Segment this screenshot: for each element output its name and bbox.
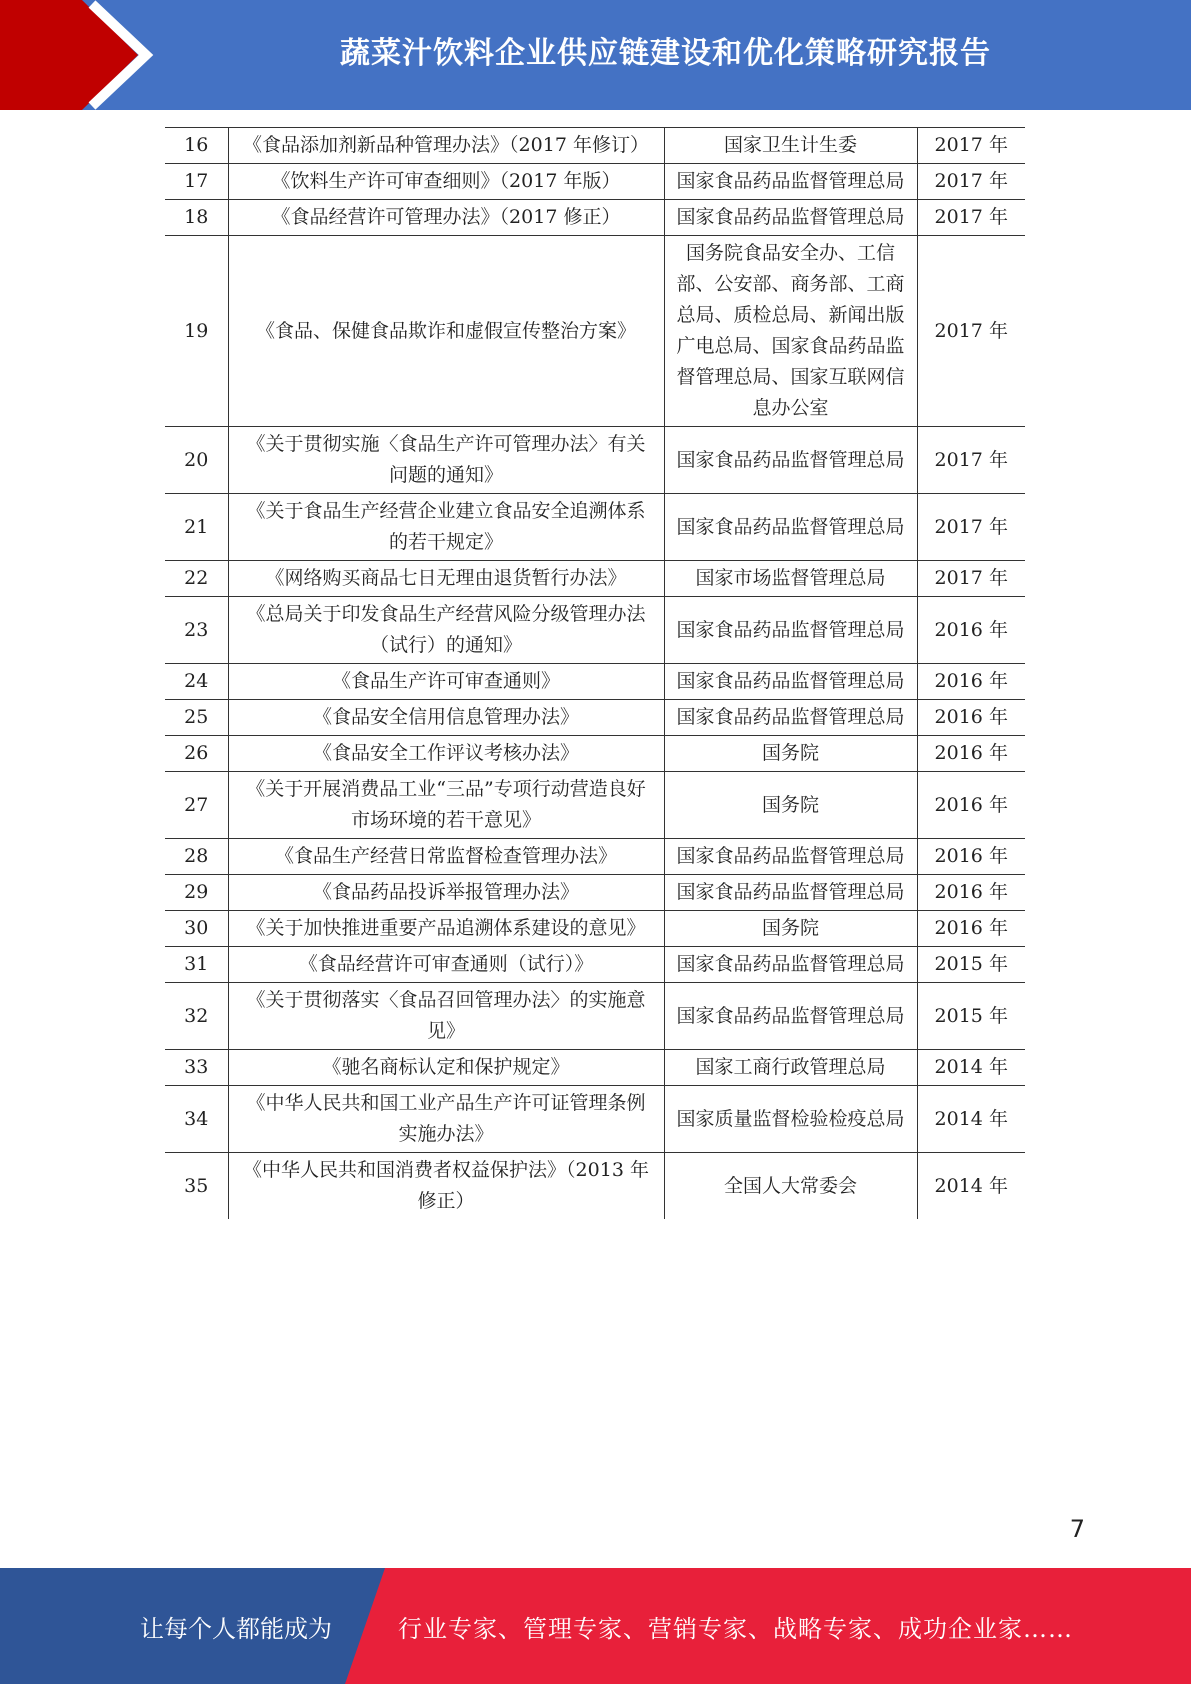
regulation-name-cell-text: 《网络购买商品七日无理由退货暂行办法》 <box>265 567 627 589</box>
page-header <box>0 0 1191 110</box>
year-cell <box>917 664 1025 700</box>
issuing-authority-cell <box>664 947 917 983</box>
issuing-authority-cell <box>664 427 917 494</box>
issuing-authority-cell-text: 国家食品药品监督管理总局 <box>676 706 905 728</box>
year-cell-text: 2016 年 <box>934 706 1008 728</box>
table-row <box>165 947 1025 983</box>
row-number-cell <box>165 911 228 947</box>
row-number-cell <box>165 200 228 236</box>
page-footer <box>0 1568 1191 1684</box>
regulation-name-cell <box>228 700 664 736</box>
row-number-cell <box>165 947 228 983</box>
issuing-authority-cell <box>664 664 917 700</box>
row-number-cell <box>165 664 228 700</box>
row-number-cell <box>165 983 228 1050</box>
issuing-authority-cell <box>664 236 917 427</box>
row-number-cell <box>165 494 228 561</box>
regulation-name-cell <box>228 772 664 839</box>
table-row <box>165 1153 1025 1220</box>
regulation-name-cell <box>228 839 664 875</box>
footer-slogan-right: 行业专家、管理专家、营销专家、战略专家、成功企业家…… <box>398 1614 1073 1643</box>
table-row <box>165 875 1025 911</box>
table-row <box>165 700 1025 736</box>
issuing-authority-cell <box>664 911 917 947</box>
year-cell <box>917 736 1025 772</box>
regulation-name-cell <box>228 494 664 561</box>
year-cell-text: 2015 年 <box>934 953 1008 975</box>
regulation-name-cell-text: 《食品、保健食品欺诈和虚假宣传整治方案》 <box>255 319 636 342</box>
year-cell-text: 2017 年 <box>934 567 1008 589</box>
row-number-cell-text: 27 <box>184 793 209 816</box>
issuing-authority-cell-text: 国家食品药品监督管理总局 <box>676 845 905 867</box>
row-number-cell-text: 22 <box>184 567 209 589</box>
year-cell <box>917 1086 1025 1153</box>
table-row <box>165 236 1025 427</box>
regulation-name-cell-text: 《关于贯彻落实〈食品召回管理办法〉的实施意见》 <box>246 989 646 1042</box>
table-row <box>165 772 1025 839</box>
year-cell-text: 2014 年 <box>934 1056 1008 1078</box>
row-number-cell-text: 25 <box>184 706 209 728</box>
row-number-cell <box>165 1086 228 1153</box>
year-cell <box>917 772 1025 839</box>
table-row <box>165 164 1025 200</box>
issuing-authority-cell-text: 国家工商行政管理总局 <box>695 1056 886 1078</box>
issuing-authority-cell <box>664 1050 917 1086</box>
table-row <box>165 427 1025 494</box>
table-row <box>165 983 1025 1050</box>
regulation-name-cell <box>228 200 664 236</box>
year-cell-text: 2017 年 <box>934 134 1008 156</box>
row-number-cell <box>165 427 228 494</box>
issuing-authority-cell-text: 国务院食品安全办、工信部、公安部、商务部、工商总局、质检总局、新闻出版广电总局、国家食品药品监督管理总局、国家互联网信息办公室 <box>676 242 905 419</box>
issuing-authority-cell <box>664 1153 917 1220</box>
regulations-table-container <box>165 127 1025 1219</box>
regulation-name-cell <box>228 911 664 947</box>
issuing-authority-cell-text: 国家食品药品监督管理总局 <box>676 881 905 903</box>
issuing-authority-cell-text: 国家食品药品监督管理总局 <box>676 448 905 471</box>
year-cell-text: 2016 年 <box>934 618 1008 641</box>
year-cell <box>917 1153 1025 1220</box>
row-number-cell-text: 20 <box>184 448 209 471</box>
report-title: 蔬菜汁饮料企业供应链建设和优化策略研究报告 <box>340 36 991 71</box>
year-cell-text: 2015 年 <box>934 1004 1008 1027</box>
year-cell-text: 2017 年 <box>934 448 1008 471</box>
issuing-authority-cell-text: 国务院 <box>761 742 819 764</box>
regulation-name-cell-text: 《关于开展消费品工业“三品”专项行动营造良好市场环境的若干意见》 <box>246 778 646 831</box>
row-number-cell-text: 24 <box>184 670 209 692</box>
regulation-name-cell <box>228 983 664 1050</box>
year-cell <box>917 700 1025 736</box>
year-cell-text: 2016 年 <box>934 881 1008 903</box>
year-cell <box>917 839 1025 875</box>
issuing-authority-cell-text: 国务院 <box>761 917 819 939</box>
regulation-name-cell <box>228 875 664 911</box>
year-cell-text: 2017 年 <box>934 319 1008 342</box>
year-cell-text: 2016 年 <box>934 917 1008 939</box>
row-number-cell <box>165 839 228 875</box>
row-number-cell-text: 29 <box>184 881 209 903</box>
table-row <box>165 1050 1025 1086</box>
table-row <box>165 839 1025 875</box>
row-number-cell <box>165 1050 228 1086</box>
regulation-name-cell <box>228 736 664 772</box>
issuing-authority-cell <box>664 494 917 561</box>
row-number-cell <box>165 700 228 736</box>
year-cell <box>917 128 1025 164</box>
year-cell-text: 2014 年 <box>934 1107 1008 1130</box>
row-number-cell <box>165 164 228 200</box>
table-row <box>165 911 1025 947</box>
issuing-authority-cell-text: 国家食品药品监督管理总局 <box>676 618 905 641</box>
year-cell <box>917 1050 1025 1086</box>
row-number-cell <box>165 1153 228 1220</box>
issuing-authority-cell <box>664 128 917 164</box>
year-cell-text: 2017 年 <box>934 206 1008 228</box>
table-row <box>165 597 1025 664</box>
table-row <box>165 561 1025 597</box>
year-cell <box>917 911 1025 947</box>
regulation-name-cell-text: 《关于加快推进重要产品追溯体系建设的意见》 <box>246 917 646 939</box>
regulation-name-cell <box>228 427 664 494</box>
year-cell <box>917 200 1025 236</box>
year-cell-text: 2016 年 <box>934 793 1008 816</box>
issuing-authority-cell-text: 国家食品药品监督管理总局 <box>676 670 905 692</box>
issuing-authority-cell <box>664 164 917 200</box>
row-number-cell <box>165 561 228 597</box>
year-cell <box>917 561 1025 597</box>
regulation-name-cell <box>228 947 664 983</box>
row-number-cell-text: 35 <box>184 1174 209 1197</box>
row-number-cell-text: 23 <box>184 618 209 641</box>
row-number-cell-text: 30 <box>184 917 209 939</box>
table-row <box>165 494 1025 561</box>
table-row <box>165 736 1025 772</box>
issuing-authority-cell-text: 国家质量监督检验检疫总局 <box>676 1107 905 1130</box>
table-row <box>165 200 1025 236</box>
issuing-authority-cell <box>664 839 917 875</box>
regulation-name-cell-text: 《食品生产经营日常监督检查管理办法》 <box>274 845 617 867</box>
year-cell-text: 2016 年 <box>934 670 1008 692</box>
regulation-name-cell <box>228 128 664 164</box>
table-body <box>165 128 1025 1220</box>
year-cell-text: 2017 年 <box>934 170 1008 192</box>
row-number-cell-text: 28 <box>184 845 209 867</box>
issuing-authority-cell-text: 全国人大常委会 <box>723 1174 857 1197</box>
regulation-name-cell-text: 《食品添加剂新品种管理办法》（2017 年修订） <box>243 134 649 156</box>
year-cell <box>917 597 1025 664</box>
year-cell <box>917 983 1025 1050</box>
regulation-name-cell-text: 《食品安全工作评议考核办法》 <box>312 742 579 764</box>
year-cell <box>917 164 1025 200</box>
regulation-name-cell <box>228 164 664 200</box>
regulation-name-cell <box>228 597 664 664</box>
year-cell-text: 2014 年 <box>934 1174 1008 1197</box>
row-number-cell <box>165 875 228 911</box>
issuing-authority-cell-text: 国家食品药品监督管理总局 <box>676 953 905 975</box>
row-number-cell-text: 26 <box>184 742 209 764</box>
row-number-cell-text: 34 <box>184 1107 209 1130</box>
issuing-authority-cell <box>664 983 917 1050</box>
year-cell-text: 2016 年 <box>934 845 1008 867</box>
regulation-name-cell-text: 《关于贯彻实施〈食品生产许可管理办法〉有关问题的通知》 <box>246 433 646 486</box>
row-number-cell-text: 18 <box>184 206 209 228</box>
issuing-authority-cell-text: 国家食品药品监督管理总局 <box>676 515 905 538</box>
year-cell-text: 2017 年 <box>934 515 1008 538</box>
regulation-name-cell-text: 《关于食品生产经营企业建立食品安全追溯体系的若干规定》 <box>246 500 646 553</box>
issuing-authority-cell <box>664 875 917 911</box>
row-number-cell <box>165 128 228 164</box>
issuing-authority-cell <box>664 200 917 236</box>
table-row <box>165 664 1025 700</box>
regulation-name-cell <box>228 561 664 597</box>
table-row <box>165 128 1025 164</box>
year-cell <box>917 236 1025 427</box>
regulation-name-cell <box>228 664 664 700</box>
issuing-authority-cell <box>664 736 917 772</box>
year-cell <box>917 875 1025 911</box>
regulation-name-cell <box>228 1050 664 1086</box>
regulation-name-cell-text: 《食品经营许可管理办法》（2017 修正） <box>271 206 621 228</box>
regulation-name-cell <box>228 1153 664 1220</box>
regulation-name-cell-text: 《中华人民共和国工业产品生产许可证管理条例实施办法》 <box>246 1092 646 1145</box>
row-number-cell <box>165 597 228 664</box>
issuing-authority-cell <box>664 561 917 597</box>
row-number-cell-text: 21 <box>184 515 209 538</box>
regulation-name-cell-text: 《食品药品投诉举报管理办法》 <box>312 881 579 903</box>
footer-slogan-left: 让每个人都能成为 <box>140 1614 332 1643</box>
row-number-cell <box>165 736 228 772</box>
row-number-cell-text: 19 <box>184 319 209 342</box>
regulation-name-cell <box>228 1086 664 1153</box>
table-row <box>165 1086 1025 1153</box>
year-cell <box>917 494 1025 561</box>
row-number-cell-text: 31 <box>184 953 209 975</box>
row-number-cell <box>165 236 228 427</box>
regulation-name-cell-text: 《食品经营许可审查通则（试行）》 <box>298 953 594 975</box>
year-cell <box>917 427 1025 494</box>
year-cell-text: 2016 年 <box>934 742 1008 764</box>
regulation-name-cell-text: 《食品安全信用信息管理办法》 <box>312 706 579 728</box>
issuing-authority-cell <box>664 772 917 839</box>
issuing-authority-cell-text: 国家卫生计生委 <box>723 134 857 156</box>
issuing-authority-cell-text: 国家市场监督管理总局 <box>695 567 886 589</box>
regulation-name-cell-text: 《中华人民共和国消费者权益保护法》（2013 年修正） <box>243 1159 649 1212</box>
regulation-name-cell-text: 《总局关于印发食品生产经营风险分级管理办法（试行）的通知》 <box>246 603 646 656</box>
regulation-name-cell <box>228 236 664 427</box>
issuing-authority-cell <box>664 1086 917 1153</box>
row-number-cell-text: 16 <box>184 134 209 156</box>
page-number: 7 <box>1069 1515 1085 1543</box>
row-number-cell-text: 17 <box>184 170 209 192</box>
year-cell <box>917 947 1025 983</box>
regulations-table <box>165 127 1025 1219</box>
issuing-authority-cell-text: 国家食品药品监督管理总局 <box>676 170 905 192</box>
issuing-authority-cell-text: 国家食品药品监督管理总局 <box>676 1004 905 1027</box>
row-number-cell-text: 32 <box>184 1004 209 1027</box>
issuing-authority-cell-text: 国家食品药品监督管理总局 <box>676 206 905 228</box>
row-number-cell <box>165 772 228 839</box>
row-number-cell-text: 33 <box>184 1056 209 1078</box>
regulation-name-cell-text: 《饮料生产许可审查细则》（2017 年版） <box>271 170 621 192</box>
issuing-authority-cell-text: 国务院 <box>761 793 819 816</box>
regulation-name-cell-text: 《驰名商标认定和保护规定》 <box>322 1056 570 1078</box>
issuing-authority-cell <box>664 597 917 664</box>
regulation-name-cell-text: 《食品生产许可审查通则》 <box>331 670 560 692</box>
issuing-authority-cell <box>664 700 917 736</box>
